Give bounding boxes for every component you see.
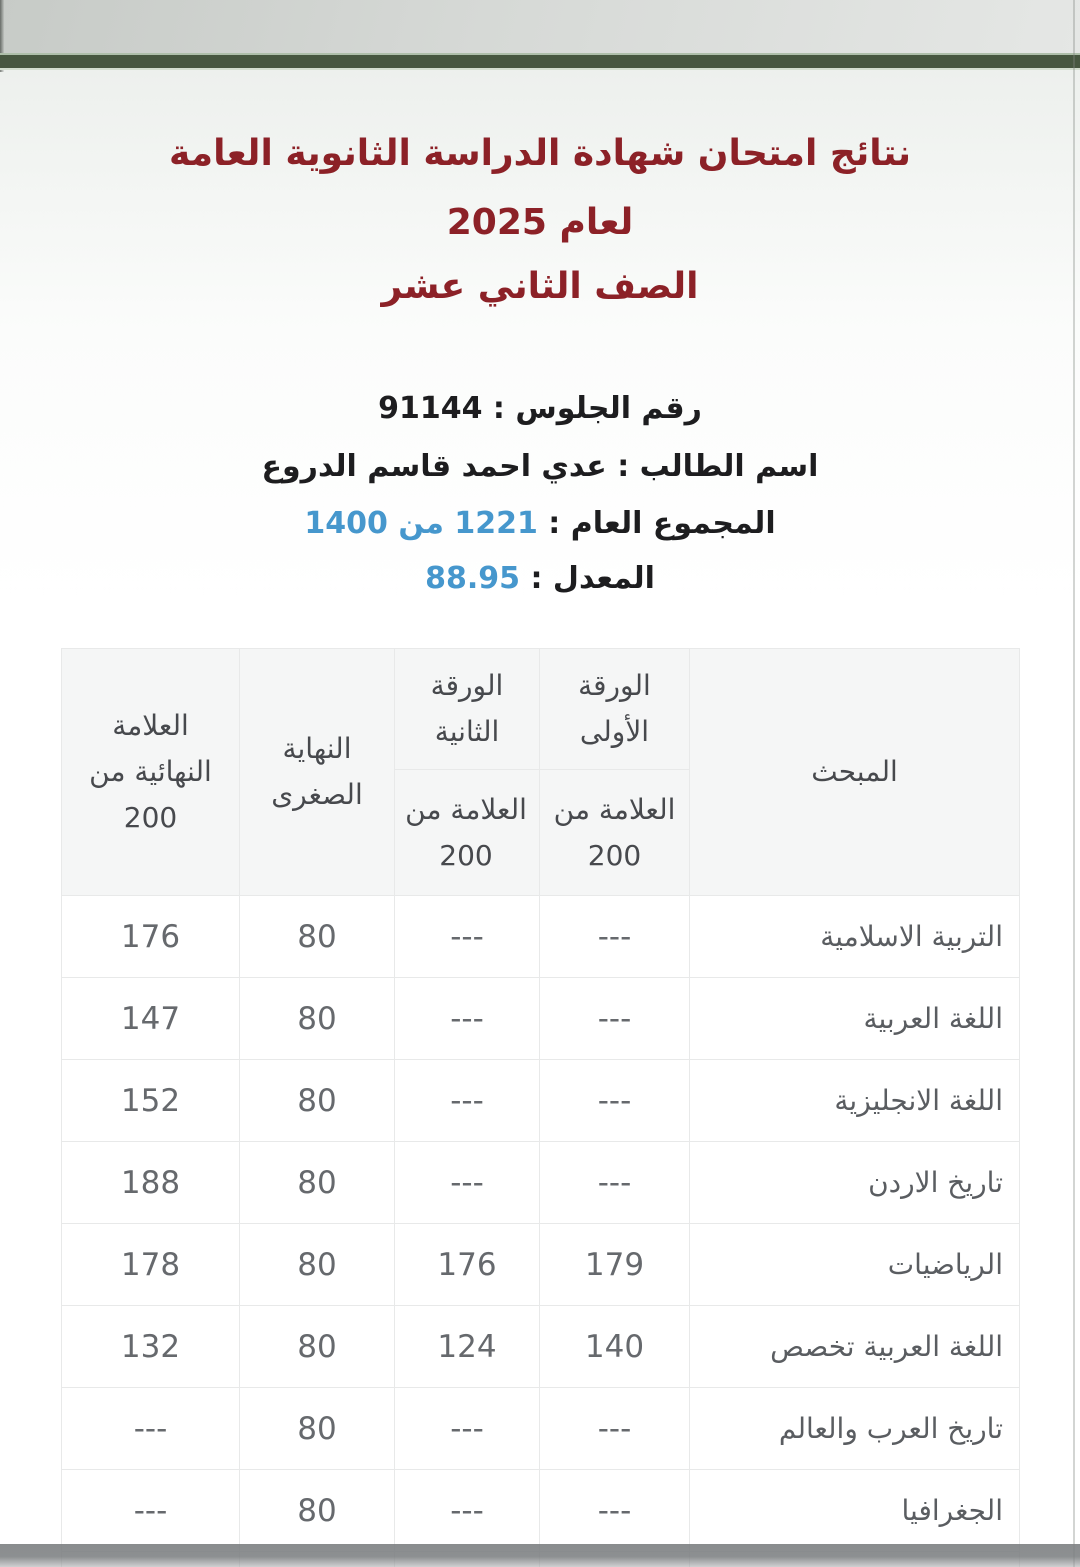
header-paper2: الورقة الثانية bbox=[395, 649, 540, 770]
paper2-cell: 124 bbox=[395, 1306, 540, 1388]
subject-cell: الجغرافيا bbox=[690, 1470, 1020, 1552]
paper1-cell: --- bbox=[540, 1142, 690, 1224]
subject-cell: تاريخ العرب والعالم bbox=[690, 1388, 1020, 1470]
table-row bbox=[62, 1060, 1020, 1142]
paper2-cell: --- bbox=[395, 1388, 540, 1470]
min-pass-cell: 80 bbox=[240, 978, 395, 1060]
average-row bbox=[0, 556, 1080, 602]
green-divider-bar bbox=[0, 53, 1080, 70]
paper2-cell: --- bbox=[395, 978, 540, 1060]
bottom-gray-band bbox=[0, 1544, 1080, 1567]
results-table-container bbox=[62, 648, 1020, 1567]
results-table bbox=[61, 648, 1020, 1567]
table-row bbox=[62, 1470, 1020, 1552]
header-final-mark: العلامة النهائية من 200 bbox=[62, 649, 240, 896]
final-mark-cell: 132 bbox=[62, 1306, 240, 1388]
table-row bbox=[62, 1306, 1020, 1388]
subject-cell: اللغة العربية bbox=[690, 978, 1020, 1060]
header-subject: المبحث bbox=[690, 649, 1020, 896]
year-title: لعام 2025 bbox=[446, 202, 634, 243]
min-pass-cell: 80 bbox=[240, 1142, 395, 1224]
total-score-label: المجموع العام : bbox=[537, 506, 776, 541]
student-name-label: اسم الطالب : bbox=[606, 449, 819, 484]
table-header-row-top bbox=[62, 649, 1020, 770]
student-name-row bbox=[0, 444, 1080, 490]
page-title: نتائج امتحان شهادة الدراسة الثانوية العامة bbox=[168, 133, 912, 174]
average-label: المعدل : bbox=[520, 561, 655, 596]
subject-cell: تاريخ الاردن bbox=[690, 1142, 1020, 1224]
header-paper1: الورقة الأولى bbox=[540, 649, 690, 770]
paper2-cell: 176 bbox=[395, 1224, 540, 1306]
min-pass-cell: 80 bbox=[240, 896, 395, 978]
min-pass-cell: 80 bbox=[240, 1060, 395, 1142]
final-mark-cell: 147 bbox=[62, 978, 240, 1060]
table-row bbox=[62, 1142, 1020, 1224]
min-pass-cell: 80 bbox=[240, 1388, 395, 1470]
subject-cell: اللغة العربية تخصص bbox=[690, 1306, 1020, 1388]
min-pass-cell: 80 bbox=[240, 1306, 395, 1388]
final-mark-cell: 152 bbox=[62, 1060, 240, 1142]
subject-cell: التربية الاسلامية bbox=[690, 896, 1020, 978]
paper2-cell: --- bbox=[395, 1142, 540, 1224]
total-score-value: 1221 من 1400 bbox=[304, 506, 538, 541]
paper1-cell: --- bbox=[540, 1060, 690, 1142]
seat-number-value: 91144 bbox=[378, 391, 483, 426]
table-row bbox=[62, 1224, 1020, 1306]
paper1-cell: --- bbox=[540, 1388, 690, 1470]
paper1-cell: --- bbox=[540, 1470, 690, 1552]
header-paper1-mark-of-200: العلامة من 200 bbox=[540, 770, 690, 896]
final-mark-cell: 188 bbox=[62, 1142, 240, 1224]
subject-cell: اللغة الانجليزية bbox=[690, 1060, 1020, 1142]
final-mark-cell: --- bbox=[62, 1470, 240, 1552]
paper1-cell: 140 bbox=[540, 1306, 690, 1388]
subject-cell: الرياضيات bbox=[690, 1224, 1020, 1306]
seat-number-label: رقم الجلوس : bbox=[482, 391, 702, 426]
paper2-cell: --- bbox=[395, 896, 540, 978]
header-paper2-mark-of-200: العلامة من 200 bbox=[395, 770, 540, 896]
final-mark-cell: --- bbox=[62, 1388, 240, 1470]
paper2-cell: --- bbox=[395, 1060, 540, 1142]
final-mark-cell: 178 bbox=[62, 1224, 240, 1306]
paper1-cell: --- bbox=[540, 978, 690, 1060]
seat-number-row bbox=[0, 386, 1080, 432]
min-pass-cell: 80 bbox=[240, 1224, 395, 1306]
paper1-cell: --- bbox=[540, 896, 690, 978]
table-row bbox=[62, 1388, 1020, 1470]
table-row bbox=[62, 896, 1020, 978]
top-gray-strip bbox=[0, 0, 1080, 53]
paper2-cell: --- bbox=[395, 1470, 540, 1552]
min-pass-cell: 80 bbox=[240, 1470, 395, 1552]
total-score-row bbox=[0, 501, 1080, 547]
student-name-value: عدي احمد قاسم الدروع bbox=[261, 449, 607, 484]
average-value: 88.95 bbox=[425, 561, 521, 596]
paper1-cell: 179 bbox=[540, 1224, 690, 1306]
table-row bbox=[62, 978, 1020, 1060]
header-min-pass: النهاية الصغرى bbox=[240, 649, 395, 896]
final-mark-cell: 176 bbox=[62, 896, 240, 978]
grade-title: الصف الثاني عشر bbox=[381, 266, 699, 307]
